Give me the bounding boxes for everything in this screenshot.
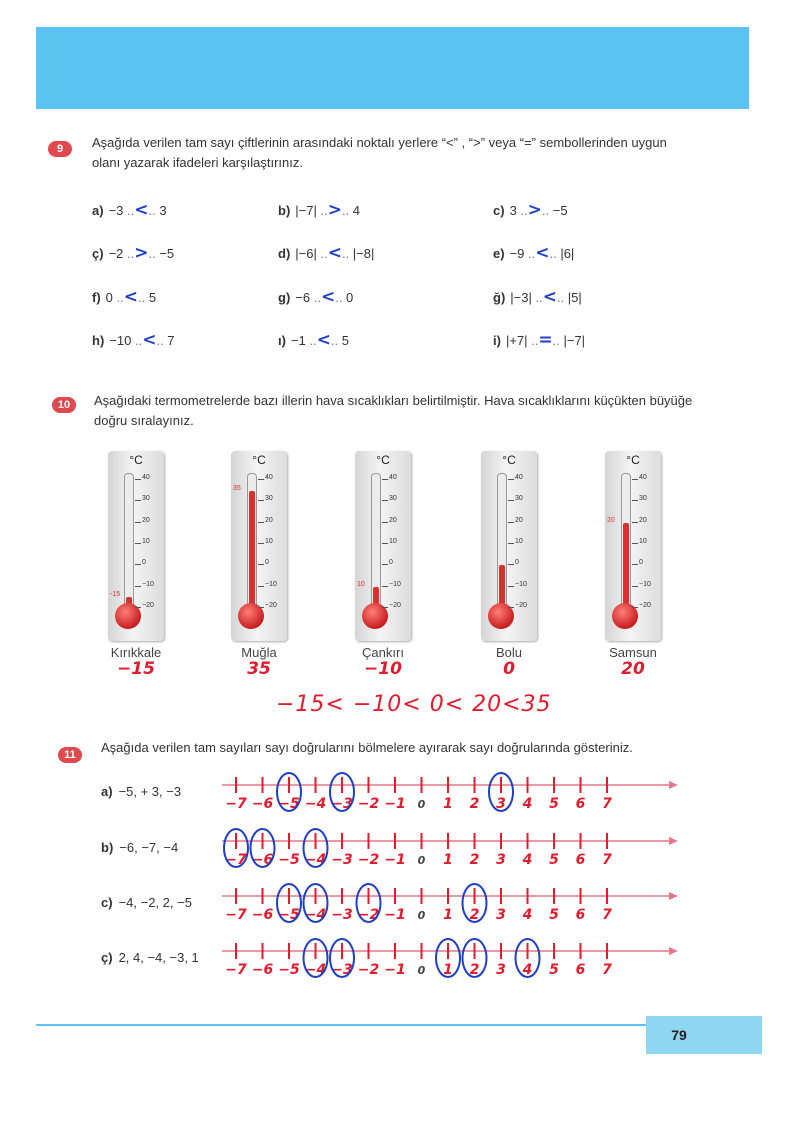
tick-label: 1 — [443, 962, 453, 978]
scale-label: −20 — [515, 602, 527, 609]
scale-label: 30 — [142, 495, 150, 503]
comparison-item — [493, 243, 574, 263]
thermometer-tube — [124, 473, 134, 617]
number-line-label — [101, 895, 192, 910]
scale-tick — [382, 543, 388, 544]
left-value: |−3| — [510, 290, 532, 305]
tick-label: −2 — [357, 852, 380, 868]
dots: .. — [531, 290, 543, 305]
item-label: ç) — [101, 950, 113, 965]
item-label: ı) — [278, 333, 286, 348]
city-name: Kırıkkale — [110, 645, 162, 660]
left-value: |−7| — [295, 203, 317, 218]
tick-label: −5 — [278, 852, 300, 868]
item-label: e) — [493, 246, 505, 261]
scale-tick — [632, 564, 638, 565]
tick-label: 4 — [522, 962, 533, 978]
number-line-label — [101, 840, 178, 855]
tick-label: −2 — [357, 962, 380, 978]
city-name: Çankırı — [362, 645, 404, 660]
scale-label: 40 — [515, 474, 523, 481]
thermometer-tube — [621, 473, 631, 617]
scale-tick — [382, 522, 388, 523]
scale-tick — [632, 543, 638, 544]
tick-label: 2 — [469, 852, 480, 868]
scale-tick — [632, 586, 638, 587]
numbers-text: −6, −7, −4 — [119, 840, 179, 855]
tick-label: −4 — [304, 796, 327, 812]
dots: .. — [549, 246, 561, 261]
tick-label: −5 — [278, 907, 300, 923]
axis-arrow — [669, 947, 678, 955]
dots: .. — [527, 333, 539, 348]
item-label: b) — [101, 840, 114, 855]
tick-label: −2 — [357, 796, 380, 812]
right-value: 0 — [346, 290, 354, 305]
question-10-text: Aşağıdaki termometrelerde bazı illerin hava sıcaklıkları belirtilmiştir. Hava sıcaklıklarını küçükten büyüğe doğru sıralayınız. — [94, 393, 693, 428]
dots: .. — [524, 246, 536, 261]
left-value: −6 — [295, 290, 311, 305]
handwritten-answer: < — [142, 330, 157, 350]
item-label: ç) — [92, 246, 104, 261]
tick-label: −3 — [331, 852, 353, 868]
dots: .. — [341, 203, 353, 218]
axis-arrow — [669, 892, 678, 900]
question-9-text: Aşağıda verilen tam sayı çiftlerinin arasındaki noktalı yerlere “<” , “>” veya “=” sembollerinden uygun olanı yazarak ifadeleri karşılaştırınız. — [92, 135, 667, 170]
comparison-item — [278, 330, 349, 350]
tick-label: 4 — [522, 907, 533, 923]
handwritten-answer: < — [316, 330, 331, 350]
scale-tick — [508, 522, 514, 523]
question-9-badge: 9 — [48, 141, 72, 157]
scale-label: 0 — [389, 559, 393, 567]
scale-label: −10 — [142, 580, 154, 588]
left-value: −3 — [108, 203, 124, 218]
scale-tick — [508, 586, 514, 587]
left-value: −2 — [108, 246, 124, 261]
scale-tick — [258, 479, 264, 480]
tick-label: 6 — [575, 962, 586, 978]
handwritten-answer: < — [327, 243, 342, 263]
item-label: a) — [92, 203, 104, 218]
dots: .. — [552, 333, 564, 348]
tick-label: −6 — [251, 852, 274, 868]
tick-label: −4 — [304, 907, 327, 923]
dots: .. — [138, 290, 149, 305]
tick-label: 0 — [417, 798, 426, 811]
comparison-item — [493, 287, 582, 307]
left-value: −10 — [109, 333, 132, 348]
value-mark: 35 — [233, 484, 241, 492]
comparison-item — [278, 200, 360, 220]
left-value: −9 — [509, 246, 525, 261]
handwritten-answer: > — [327, 200, 342, 220]
scale-label: −20 — [389, 602, 401, 609]
left-value: |+7| — [505, 333, 528, 348]
scale-label: 20 — [142, 516, 150, 524]
handwritten-temperature: −15 — [117, 659, 155, 679]
scale-label: 0 — [265, 559, 269, 567]
number-line-label — [101, 784, 181, 799]
scale-label: 10 — [389, 538, 397, 545]
scale-tick — [135, 522, 141, 523]
handwritten-temperature: 20 — [621, 659, 645, 679]
comparison-item — [92, 243, 174, 263]
scale-label: 20 — [639, 516, 647, 524]
right-value: 5 — [148, 290, 157, 305]
tick-label: 2 — [469, 962, 480, 978]
question-11-badge: 11 — [58, 747, 82, 763]
number-line-label — [101, 950, 199, 965]
tick-label: 5 — [549, 852, 559, 868]
axis-arrow — [669, 837, 678, 845]
scale-label: −20 — [265, 602, 277, 609]
tick-label: −1 — [384, 852, 406, 868]
dots: .. — [123, 203, 135, 218]
item-label: a) — [101, 784, 113, 799]
handwritten-answer: < — [320, 287, 336, 307]
ordering-answer: −15< −10< 0< 20<35 — [276, 692, 552, 717]
value-mark: -15 — [110, 591, 121, 599]
scale-tick — [382, 607, 388, 608]
tick-label: 3 — [496, 796, 506, 812]
scale-tick — [258, 564, 264, 565]
tick-label: −6 — [251, 907, 274, 923]
tick-label: 6 — [575, 907, 586, 923]
tick-label: 3 — [496, 962, 506, 978]
left-value: |−6| — [295, 246, 317, 261]
tick-label: 5 — [549, 796, 559, 812]
tick-label: 5 — [549, 907, 559, 923]
comparison-item — [493, 200, 568, 220]
numbers-text: 2, 4, −4, −3, 1 — [118, 950, 199, 965]
thermometer — [355, 451, 411, 641]
tick-label: 1 — [443, 852, 453, 868]
dots: .. — [335, 290, 347, 305]
scale-tick — [632, 607, 638, 608]
tick-label: −1 — [384, 796, 406, 812]
tick-label: −6 — [251, 962, 274, 978]
tick-label: 2 — [469, 907, 480, 923]
tick-label: 1 — [443, 907, 453, 923]
tick-label: −1 — [384, 962, 406, 978]
dots: .. — [310, 290, 321, 305]
mercury-fill — [623, 523, 629, 616]
question-11-text: Aşağıda verilen tam sayıları sayı doğrularını bölmelere ayırarak sayı doğrularında gösteriniz. — [101, 740, 633, 755]
tick-label: −7 — [225, 907, 247, 923]
scale-label: 40 — [265, 474, 273, 481]
comparison-item — [92, 200, 167, 220]
tick-label: 3 — [496, 907, 506, 923]
right-value: 4 — [352, 203, 361, 218]
right-value: |−7| — [563, 333, 586, 348]
city-name: Muğla — [241, 645, 277, 660]
scale-tick — [258, 586, 264, 587]
unit-label: °C — [129, 453, 143, 467]
dots: .. — [123, 246, 135, 261]
handwritten-temperature: 0 — [503, 659, 515, 679]
scale-label: −20 — [639, 602, 651, 609]
thermometer — [605, 451, 661, 641]
item-label: i) — [493, 333, 501, 348]
scale-label: 40 — [639, 474, 647, 481]
tick-label: −5 — [278, 796, 300, 812]
tick-label: 2 — [469, 796, 480, 812]
right-value: |5| — [567, 290, 582, 305]
left-value: 3 — [509, 203, 517, 218]
item-label: d) — [278, 246, 291, 261]
right-value: 5 — [341, 333, 349, 348]
scale-label: 30 — [389, 495, 397, 503]
left-value: −1 — [290, 333, 306, 348]
handwritten-temperature: −10 — [364, 659, 402, 679]
tick-label: −6 — [251, 796, 274, 812]
tick-label: 7 — [602, 962, 612, 978]
handwritten-answer: > — [527, 200, 542, 220]
scale-label: 10 — [265, 538, 273, 545]
tick-label: 6 — [575, 852, 586, 868]
scale-label: −10 — [515, 580, 527, 588]
dots: .. — [148, 203, 160, 218]
tick-label: 1 — [443, 796, 453, 812]
handwritten-temperature: 35 — [247, 659, 271, 679]
value-mark: 20 — [607, 516, 615, 524]
dots: .. — [516, 203, 528, 218]
scale-label: 0 — [515, 559, 519, 567]
scale-tick — [508, 479, 514, 480]
right-value: −5 — [552, 203, 568, 218]
left-value: 0 — [105, 290, 113, 305]
thermometer — [481, 451, 537, 641]
scale-tick — [258, 607, 264, 608]
scale-label: 20 — [389, 516, 397, 524]
right-value: −5 — [159, 246, 175, 261]
dots: .. — [112, 290, 124, 305]
item-label: c) — [101, 895, 113, 910]
axis-arrow — [669, 781, 678, 789]
scale-tick — [632, 522, 638, 523]
scale-label: 30 — [515, 495, 523, 503]
top-banner — [36, 27, 749, 109]
tick-label: 5 — [549, 962, 559, 978]
right-value: 7 — [167, 333, 175, 348]
dots: .. — [556, 290, 568, 305]
scale-label: 10 — [515, 538, 523, 545]
tick-label: −3 — [331, 796, 353, 812]
dots: .. — [316, 246, 328, 261]
dots: .. — [541, 203, 553, 218]
thermometer-tube — [497, 473, 507, 617]
dots: .. — [330, 333, 342, 348]
tick-label: −4 — [304, 852, 327, 868]
handwritten-answer: < — [542, 287, 557, 307]
tick-label: 7 — [602, 852, 612, 868]
tick-label: −7 — [225, 796, 247, 812]
unit-label: °C — [626, 453, 640, 467]
item-label: f) — [92, 290, 101, 305]
scale-label: 10 — [142, 538, 150, 545]
item-label: g) — [278, 290, 291, 305]
number-line — [214, 881, 684, 927]
thermometer — [231, 451, 287, 641]
tick-label: −2 — [357, 907, 380, 923]
right-value: |−8| — [352, 246, 375, 261]
scale-label: 0 — [142, 559, 146, 567]
tick-label: 7 — [602, 796, 612, 812]
scale-tick — [135, 564, 141, 565]
tick-label: 3 — [496, 852, 506, 868]
scale-tick — [508, 564, 514, 565]
tick-label: 7 — [602, 907, 612, 923]
tick-label: −4 — [304, 962, 327, 978]
scale-tick — [508, 607, 514, 608]
tick-label: −3 — [331, 907, 353, 923]
scale-tick — [135, 543, 141, 544]
tick-label: −1 — [384, 907, 406, 923]
scale-tick — [632, 500, 638, 501]
scale-tick — [135, 479, 141, 480]
comparison-item — [92, 287, 156, 307]
city-name: Bolu — [495, 645, 523, 660]
handwritten-answer: = — [538, 330, 553, 350]
comparison-item — [278, 287, 353, 307]
scale-label: −20 — [142, 602, 154, 609]
item-label: ğ) — [493, 290, 506, 305]
scale-tick — [258, 500, 264, 501]
page-number: 79 — [671, 1027, 687, 1043]
tick-label: 6 — [575, 796, 586, 812]
scale-tick — [258, 543, 264, 544]
scale-label: 40 — [142, 474, 150, 481]
item-label: h) — [92, 333, 105, 348]
scale-tick — [135, 586, 141, 587]
scale-tick — [382, 479, 388, 480]
number-line — [214, 770, 684, 816]
tick-label: 0 — [417, 909, 426, 922]
value-mark: 10 — [357, 580, 365, 588]
scale-tick — [135, 500, 141, 501]
tick-label: 0 — [417, 854, 426, 867]
city-name: Samsun — [609, 645, 657, 660]
tick-label: 4 — [522, 852, 533, 868]
numbers-text: −5, + 3, −3 — [118, 784, 182, 799]
footer-line — [36, 1024, 646, 1026]
question-10-badge: 10 — [52, 397, 76, 413]
thermometer-tube — [371, 473, 381, 617]
tick-label: −7 — [225, 852, 247, 868]
scale-label: 0 — [639, 559, 643, 567]
dots: .. — [156, 333, 168, 348]
thermometer-tube — [247, 473, 257, 617]
scale-tick — [258, 522, 264, 523]
right-value: 3 — [159, 203, 167, 218]
unit-label: °C — [376, 453, 390, 467]
dots: .. — [148, 246, 160, 261]
scale-tick — [382, 564, 388, 565]
thermometer — [108, 451, 164, 641]
tick-label: −3 — [331, 962, 353, 978]
handwritten-answer: < — [535, 243, 550, 263]
tick-label: −7 — [225, 962, 247, 978]
unit-label: °C — [502, 453, 516, 467]
comparison-item — [493, 330, 585, 350]
numbers-text: −4, −2, 2, −5 — [118, 895, 192, 910]
scale-tick — [508, 500, 514, 501]
mercury-fill — [249, 491, 255, 616]
scale-tick — [382, 586, 388, 587]
tick-label: 0 — [417, 964, 426, 977]
scale-tick — [135, 607, 141, 608]
item-label: c) — [493, 203, 505, 218]
comparison-item — [278, 243, 374, 263]
scale-label: −10 — [389, 580, 401, 588]
number-line — [214, 936, 684, 982]
scale-label: −10 — [265, 580, 277, 588]
item-label: b) — [278, 203, 291, 218]
scale-tick — [508, 543, 514, 544]
handwritten-answer: > — [134, 243, 149, 263]
comparison-item — [92, 330, 175, 350]
dots: .. — [131, 333, 143, 348]
scale-label: 20 — [265, 516, 273, 524]
scale-label: −10 — [639, 580, 651, 588]
scale-label: 30 — [265, 495, 273, 503]
dots: .. — [316, 203, 328, 218]
scale-label: 30 — [639, 495, 647, 503]
dots: .. — [341, 246, 353, 261]
handwritten-answer: < — [134, 200, 149, 220]
scale-label: 10 — [639, 538, 647, 545]
scale-tick — [632, 479, 638, 480]
handwritten-answer: < — [123, 287, 138, 307]
scale-label: 40 — [389, 474, 397, 481]
tick-label: 4 — [522, 796, 533, 812]
tick-label: −5 — [278, 962, 300, 978]
dots: .. — [305, 333, 317, 348]
unit-label: °C — [252, 453, 266, 467]
right-value: |6| — [560, 246, 575, 261]
scale-tick — [382, 500, 388, 501]
scale-label: 20 — [515, 516, 523, 524]
number-line — [214, 826, 684, 872]
